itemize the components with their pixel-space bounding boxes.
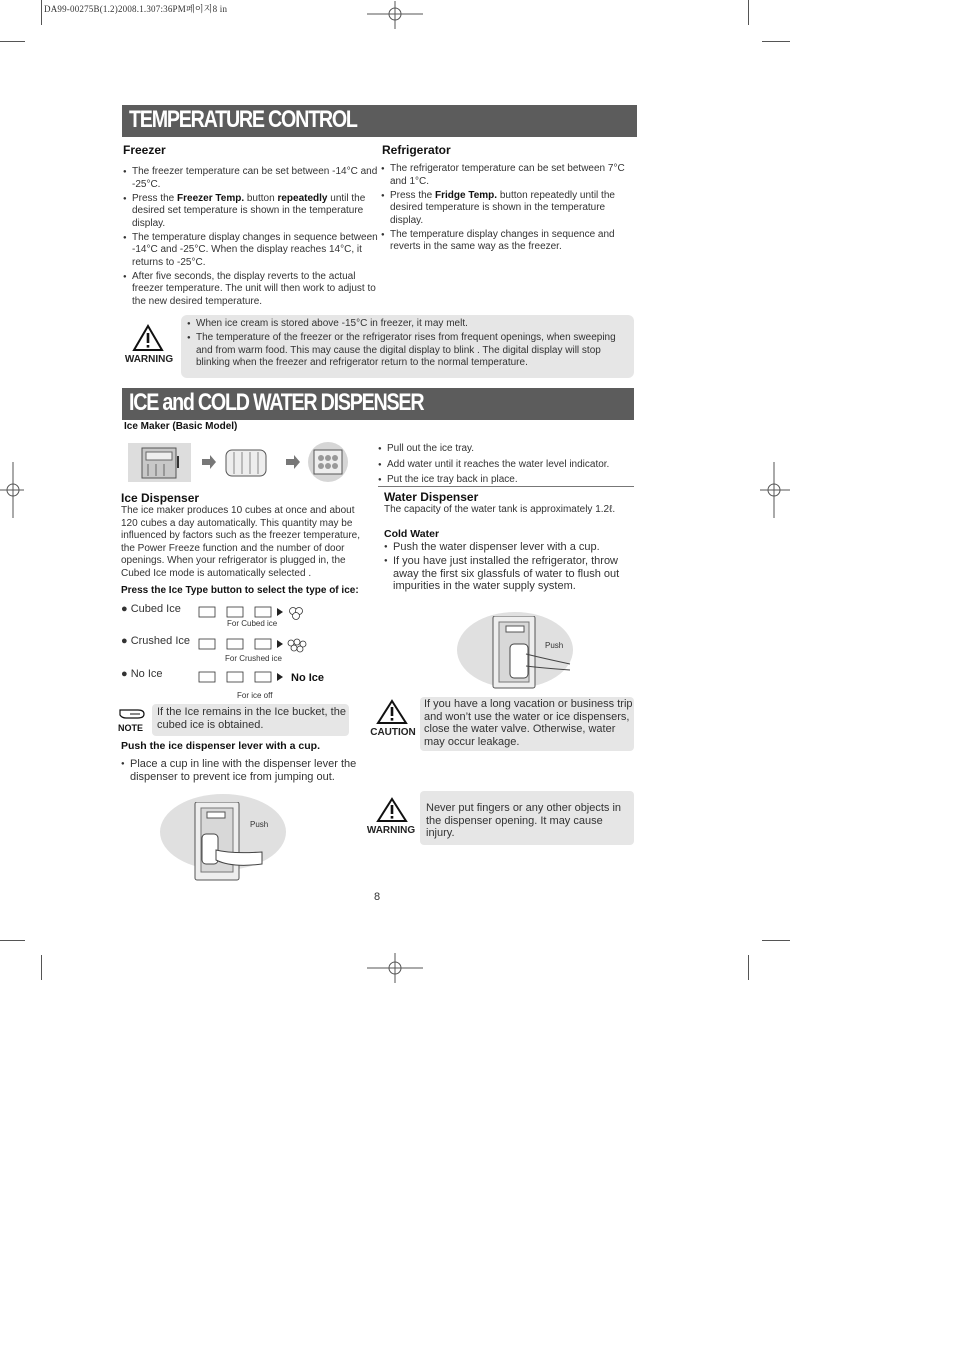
- ice-caption-crushed: For Crushed ice: [225, 654, 282, 663]
- ice-type-button-icons: [197, 602, 317, 702]
- ice-maker-step-2: ● Add water until it reaches the water level indicator.: [378, 458, 634, 472]
- freezer-instructions: [123, 166, 378, 310]
- caution-box: [420, 697, 634, 751]
- registration-mark-right: [760, 462, 790, 518]
- dispenser-warning-box: [420, 791, 634, 845]
- ice-maker-steps: [378, 442, 634, 489]
- freezer-bullet-2: ● Press the Freezer Temp. button repeatedly until the desired set temperature is shown in the temperature display.: [123, 193, 378, 231]
- no-ice-result: No Ice: [291, 672, 325, 684]
- warning-bullet-1: ● When ice cream is stored above -15°C in freezer, it may melt.: [187, 318, 622, 331]
- caution-label: CAUTION: [370, 727, 416, 738]
- warning-icon: [132, 324, 164, 352]
- cold-water-bullet-1: ● Push the water dispenser lever with a cup.: [384, 541, 634, 554]
- water-push-label: Push: [545, 641, 564, 650]
- note-text: If the Ice remains in the Ice bucket, the cubed ice is obtained.: [157, 706, 346, 731]
- print-job-code: DA99-00275B(1.2)2008.1.307:36PM페이지8 in: [44, 4, 228, 14]
- ice-dispenser-body: The ice maker produces 10 cubes at once and about 120 cubes a day automatically. This quantity may be influenced by factors such as the freezer temperature, the Power Freeze function and the number of door openings. When your refrigerator is plugged in, the Cubed Ice mode is automatically selected .: [121, 505, 361, 579]
- dispenser-warning-label: WARNING: [366, 825, 416, 836]
- caution-icon: [376, 699, 408, 725]
- ice-maker-step-3: ● Put the ice tray back in place.: [378, 473, 634, 487]
- warning-label: WARNING: [124, 354, 174, 365]
- refrigerator-bullet-2: ● Press the Fridge Temp. button repeatedly until the desired temperature is shown in the temperature display.: [381, 190, 629, 228]
- note-label: NOTE: [118, 723, 144, 733]
- ice-dispenser-drawing: [192, 802, 272, 882]
- dispenser-warning-text: Never put fingers or any other objects in the dispenser opening. It may cause injury.: [426, 802, 622, 839]
- freezer-bullet-3: ● The temperature display changes in sequence between -14°C and -25°C. When the display reaches 14°C, it returns to -25°C.: [123, 232, 378, 270]
- warning-box: [181, 315, 634, 378]
- dispenser-warning-icon: [376, 797, 408, 823]
- ice-maker-illustration: [128, 442, 348, 484]
- registration-mark-bottom: [367, 953, 423, 983]
- ice-maker-step-1: ● Pull out the ice tray.: [378, 442, 634, 456]
- refrigerator-instructions: [381, 163, 629, 255]
- ice-type-heading: Press the Ice Type button to select the type of ice:: [121, 585, 359, 596]
- registration-mark-top: [367, 1, 423, 29]
- section-title-dispenser: ICE and COLD WATER DISPENSER: [122, 388, 634, 420]
- refrigerator-bullet-3: ● The temperature display changes in sequence and reverts in the same way as the freezer.: [381, 229, 629, 254]
- page-number: 8: [374, 891, 381, 903]
- section-title-temperature-control: TEMPERATURE CONTROL: [122, 105, 637, 137]
- registration-mark-left: [0, 462, 24, 518]
- ice-push-label: Push: [250, 820, 269, 829]
- ice-dispenser-heading: Ice Dispenser: [121, 491, 200, 505]
- ice-caption-off: For ice off: [237, 691, 273, 700]
- water-dispenser-heading: Water Dispenser: [384, 490, 479, 504]
- water-capacity: The capacity of the water tank is approximately 1.2ℓ.: [384, 504, 616, 515]
- caution-text: If you have a long vacation or business trip and won’t use the water or ice dispensers, close the water valve. Otherwise, water may occur leakage.: [424, 698, 633, 748]
- push-ice-heading: Push the ice dispenser lever with a cup.: [121, 740, 320, 752]
- divider: [378, 486, 634, 487]
- cold-water-heading: Cold Water: [384, 528, 440, 540]
- warning-bullet-2: ● The temperature of the freezer or the refrigerator rises from frequent openings, when sweeping and from warm food. This may cause the digital display to blink . The digital display will stop blinking when the freezer and refrigerator return to the normal temperature.: [187, 332, 622, 370]
- refrigerator-heading: Refrigerator: [382, 143, 451, 157]
- freezer-bullet-1: ● The freezer temperature can be set between -14°C and -25°C.: [123, 166, 378, 191]
- refrigerator-bullet-1: ● The refrigerator temperature can be set between 7°C and 1°C.: [381, 163, 629, 188]
- push-ice-instructions: [121, 758, 366, 785]
- water-dispenser-drawing: [492, 616, 572, 692]
- freezer-heading: Freezer: [123, 143, 166, 157]
- push-ice-bullet: ● Place a cup in line with the dispenser lever the dispenser to prevent ice from jumping out.: [121, 758, 366, 783]
- note-box: [152, 704, 349, 736]
- ice-option-cubed: ● Cubed Ice: [121, 603, 181, 615]
- ice-option-none: ● No Ice: [121, 668, 163, 680]
- freezer-bullet-4: ● After five seconds, the display reverts to the actual freezer temperature. The unit will then work to adjust to the new desired temperature.: [123, 271, 378, 309]
- ice-maker-heading: Ice Maker (Basic Model): [124, 421, 238, 432]
- cold-water-bullet-2: ● If you have just installed the refrigerator, throw away the first six glassfuls of water to flush out impurities in the water supply system.: [384, 555, 634, 593]
- ice-type-options: [121, 602, 371, 702]
- ice-caption-cubed: For Cubed ice: [227, 619, 278, 628]
- cold-water-instructions: [384, 541, 634, 594]
- ice-option-crushed: ● Crushed Ice: [121, 635, 191, 647]
